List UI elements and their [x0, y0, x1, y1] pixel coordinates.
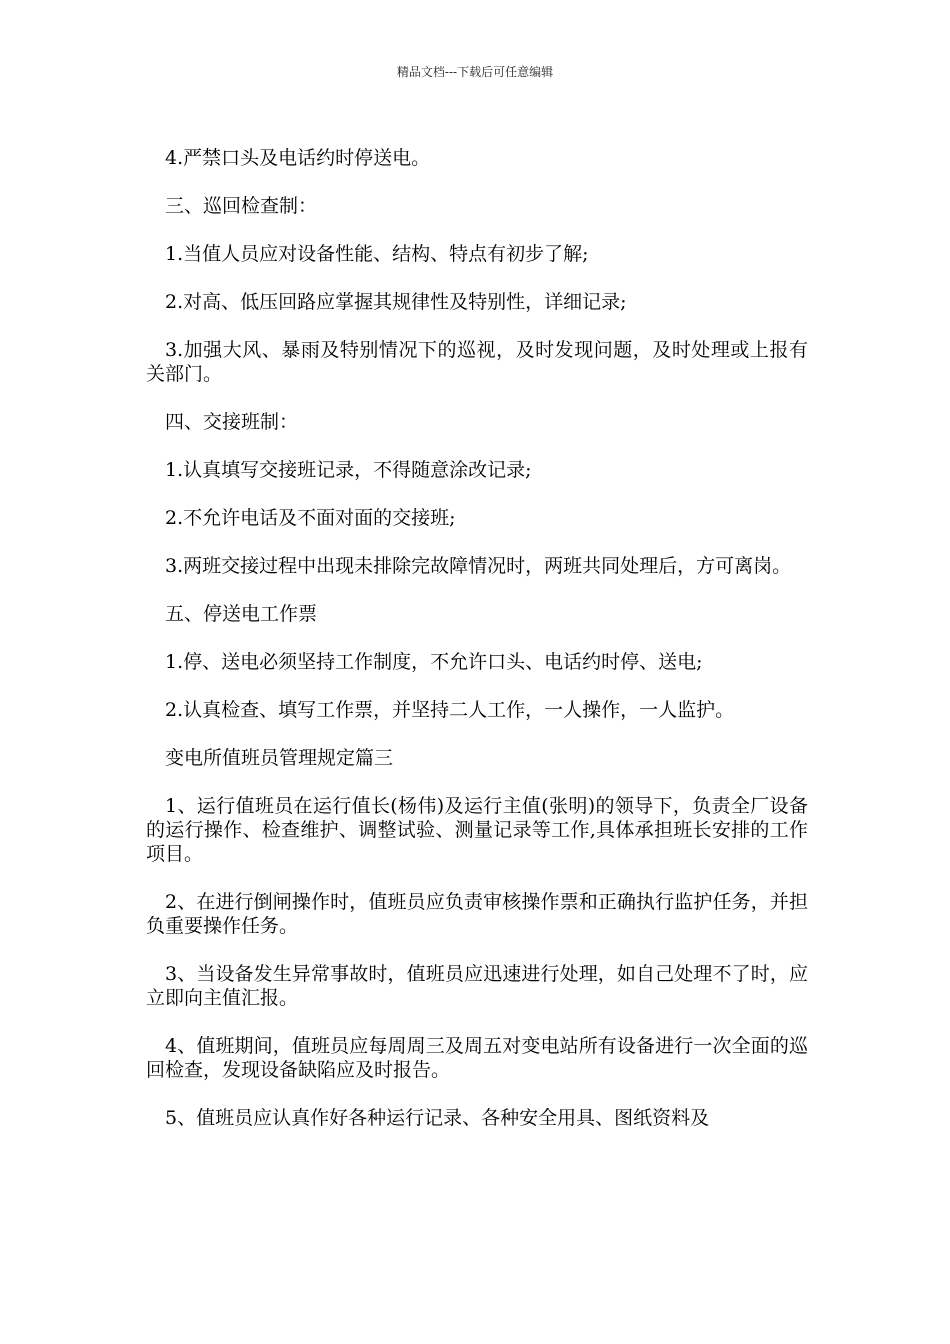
paragraph: 2.认真检查、填写工作票，并坚持二人工作，一人操作，一人监护。	[165, 699, 735, 721]
paragraph: 3.加强大风、暴雨及特别情况下的巡视，及时发现问题，及时处理或上报有关部门。	[146, 339, 808, 385]
paragraph: 2.不允许电话及不面对面的交接班;	[165, 507, 456, 529]
paragraph: 1.当值人员应对设备性能、结构、特点有初步了解;	[165, 243, 589, 265]
paragraph: 1.停、送电必须坚持工作制度，不允许口头、电话约时停、送电;	[165, 651, 703, 673]
paragraph: 2、在进行倒闸操作时，值班员应负责审核操作票和正确执行监护任务，并担负重要操作任务。	[146, 891, 808, 937]
section-heading: 四、交接班制：	[165, 411, 299, 433]
section-heading: 五、停送电工作票	[165, 603, 318, 625]
page-header: 精品文档---下载后可任意编辑	[396, 65, 554, 79]
paragraph: 2.对高、低压回路应掌握其规律性及特别性，详细记录;	[165, 291, 627, 313]
paragraph: 3、当设备发生异常事故时，值班员应迅速进行处理，如自己处理不了时，应立即向主值汇报。	[146, 963, 808, 1009]
section-heading: 变电所值班员管理规定篇三	[165, 747, 394, 769]
paragraph: 3.两班交接过程中出现未排除完故障情况时，两班共同处理后，方可离岗。	[165, 555, 792, 577]
paragraph: 1、运行值班员在运行值长(杨伟)及运行主值(张明)的领导下，负责全厂设备的运行操作、检查维护、调整试验、测量记录等工作,具体承担班长安排的工作项目。	[146, 795, 808, 865]
paragraph: 4、值班期间，值班员应每周周三及周五对变电站所有设备进行一次全面的巡回检查，发现设备缺陷应及时报告。	[146, 1035, 808, 1081]
document-body	[146, 146, 808, 1154]
section-heading: 三、巡回检查制：	[165, 195, 318, 217]
paragraph: 1.认真填写交接班记录，不得随意涂改记录;	[165, 459, 532, 481]
paragraph: 4.严禁口头及电话约时停送电。	[165, 147, 431, 169]
paragraph: 5、值班员应认真作好各种运行记录、各种安全用具、图纸资料及	[165, 1107, 710, 1129]
